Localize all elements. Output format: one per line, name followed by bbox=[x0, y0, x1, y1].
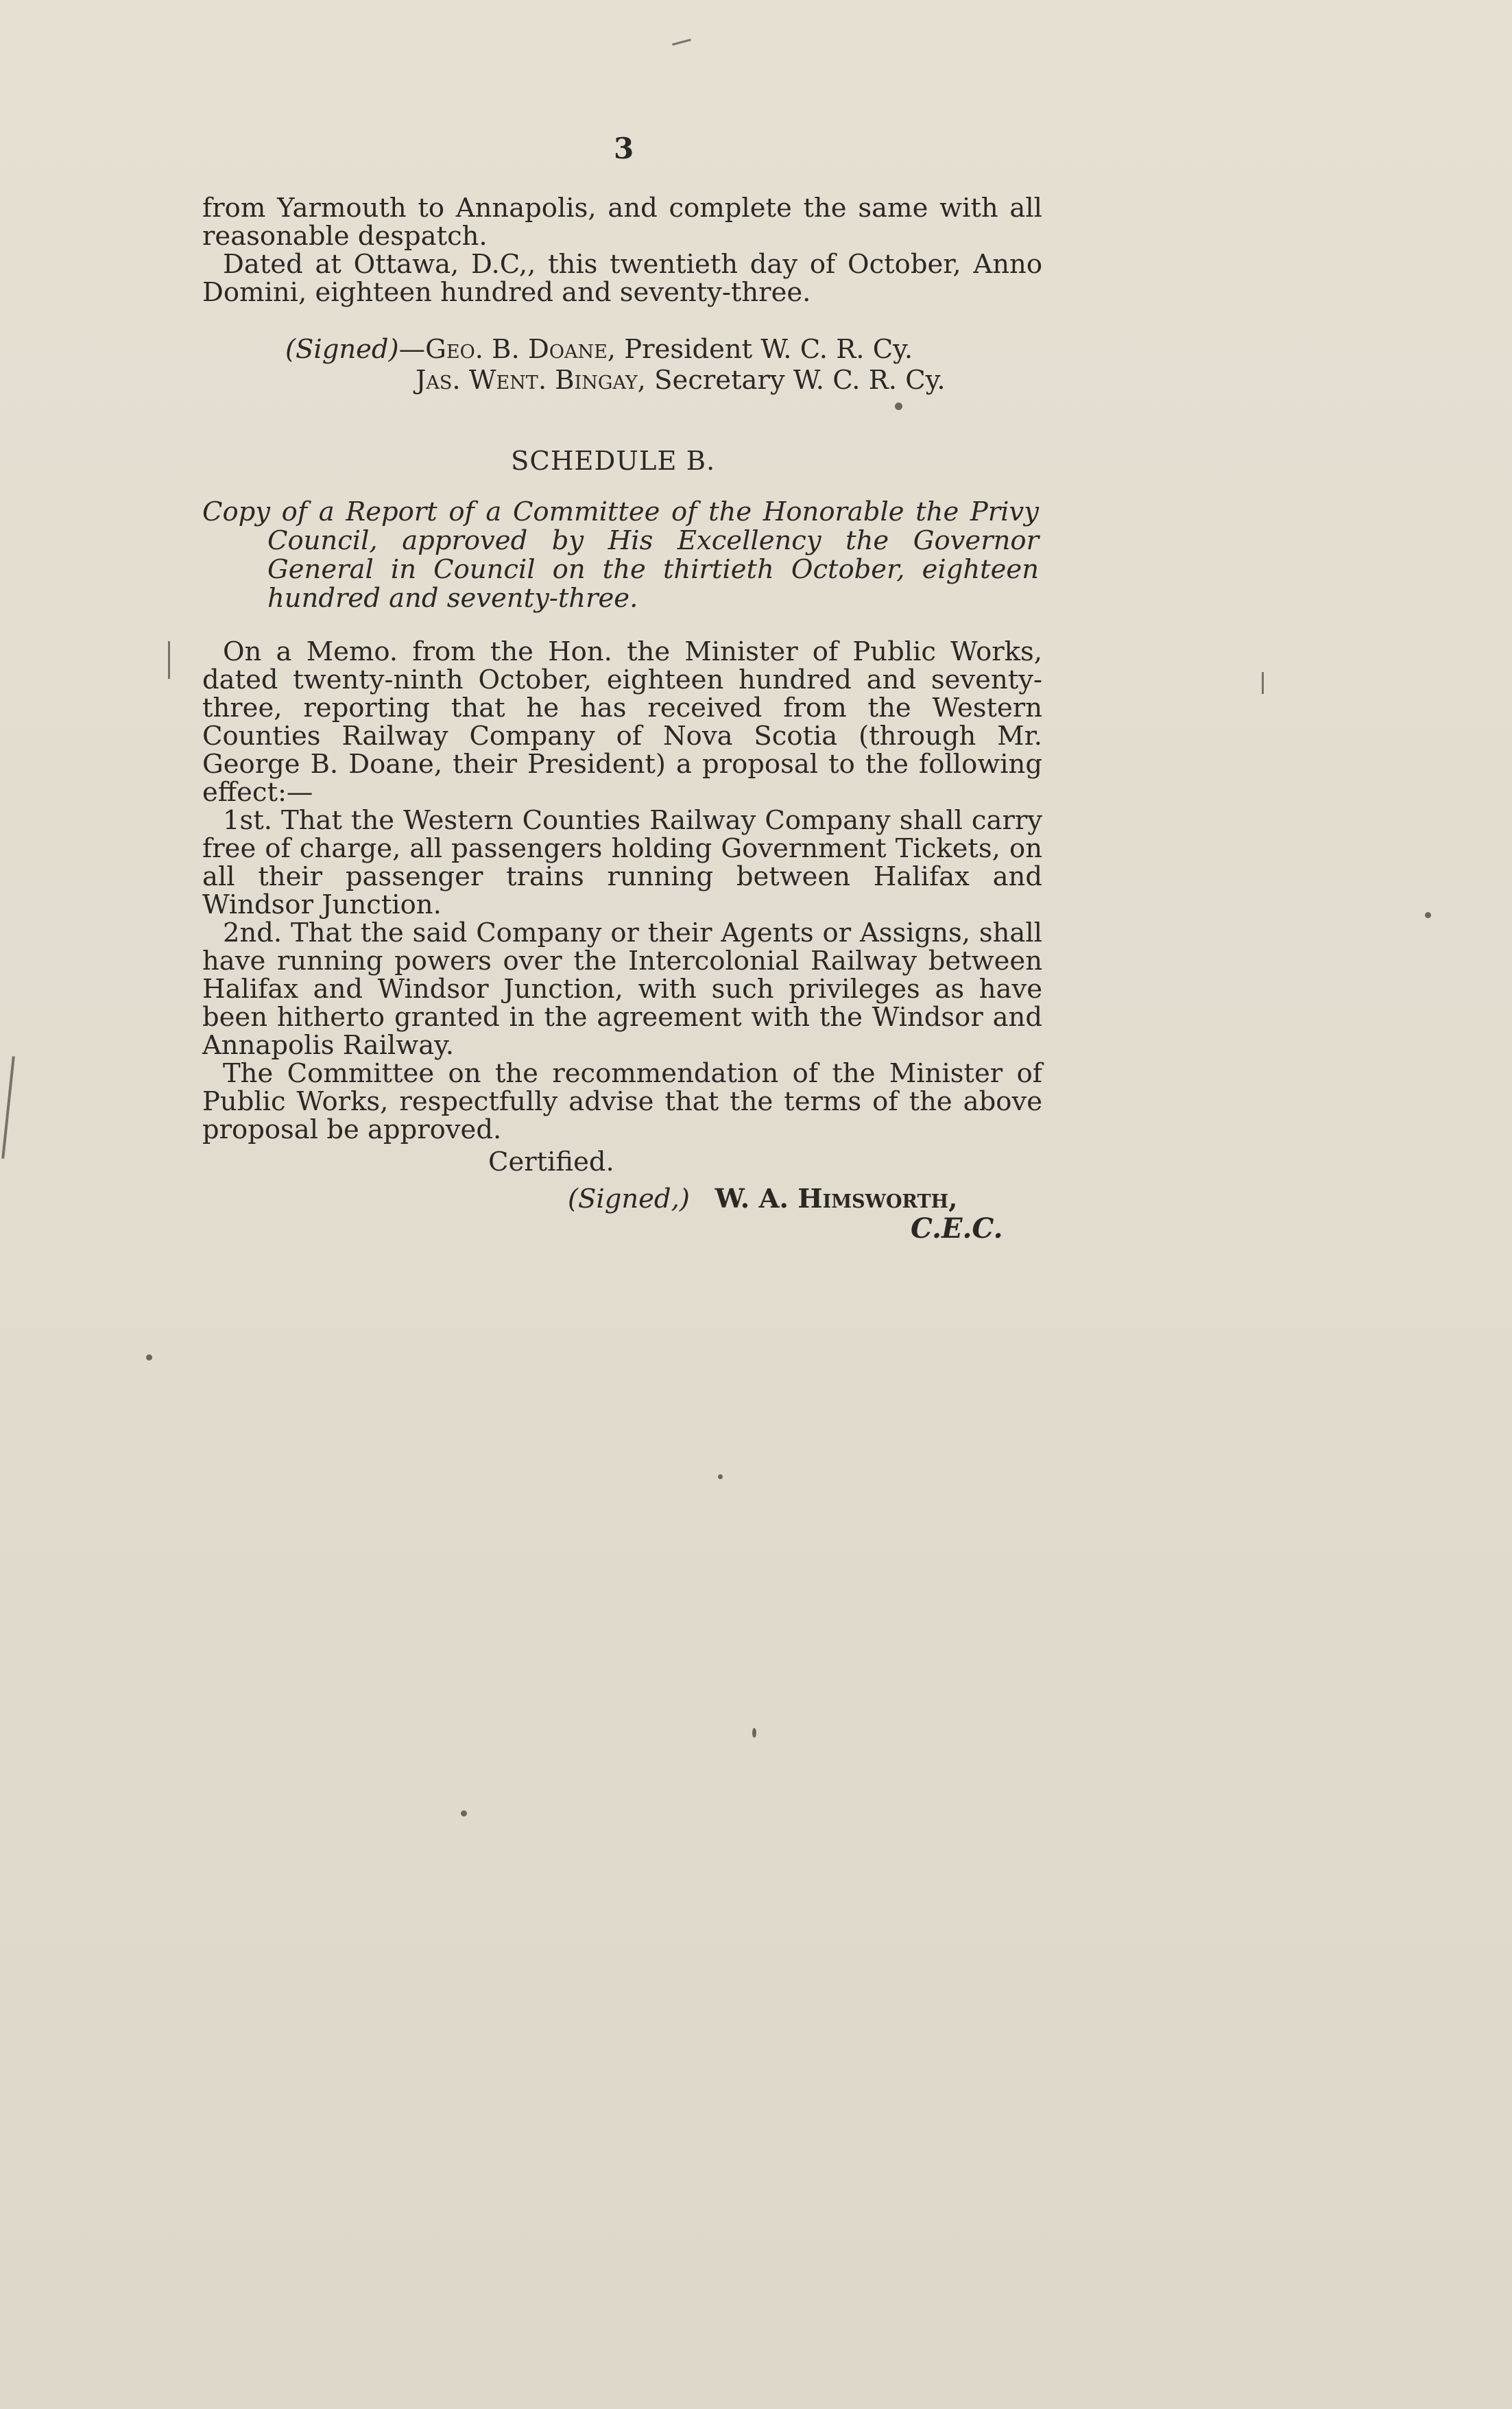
schedule-paragraph-1: On a Memo. from the Hon. the Minister of Public Works, dated twenty-ninth October, eighteen hundred and seventy-three, reporting that he has received from the Western Counties Railway Company of Nova Scotia (through Mr. George B. Doane, their President) a proposal to the following effect:— bbox=[202, 636, 1042, 808]
paper-mark bbox=[672, 38, 691, 45]
edge-mark bbox=[1, 1056, 15, 1159]
schedule-paragraph-4: The Committee on the recommendation of the Minister of Public Works, respectfully advise that the terms of the above proposal be approved. bbox=[202, 1058, 1042, 1145]
certifier-name: W. A. Himsworth, bbox=[715, 1184, 958, 1214]
schedule-heading: SCHEDULE B. bbox=[511, 446, 716, 477]
margin-mark bbox=[1262, 672, 1264, 694]
paper-speck bbox=[146, 1354, 152, 1361]
paper-speck bbox=[895, 403, 902, 410]
paper-speck bbox=[752, 1728, 756, 1738]
schedule-body bbox=[202, 638, 1042, 1144]
signed-label: (Signed) bbox=[285, 334, 399, 365]
certification-signed-label: (Signed,) bbox=[568, 1184, 690, 1214]
certified-label: Certified. bbox=[488, 1147, 614, 1177]
signatory-name-1: —Geo. B. Doane, bbox=[398, 334, 616, 365]
page-number: 3 bbox=[614, 132, 634, 165]
signature-line-2 bbox=[416, 365, 946, 396]
paper-speck bbox=[1425, 912, 1431, 918]
schedule-paragraph-2: 1st. That the Western Counties Railway Company shall carry free of charge, all passengers holding Government Tickets, on all their passenger trains running between Halifax and Windsor Junction. bbox=[202, 805, 1042, 920]
paper-speck bbox=[718, 1474, 723, 1479]
signatory-title-1: President W. C. R. Cy. bbox=[624, 334, 913, 365]
schedule-caption: Copy of a Report of a Committee of the Honorable the Privy Council, approved by His Excellency the Governor General in Council on the thirtieth October, eighteen hundred and seventy-three. bbox=[202, 496, 1039, 614]
signatory-name-2: Jas. Went. Bingay, bbox=[416, 365, 646, 396]
signature-line-1 bbox=[285, 334, 913, 365]
margin-mark bbox=[168, 641, 170, 679]
certification-signature bbox=[568, 1184, 958, 1214]
top-paragraph-1: from Yarmouth to Annapolis, and complete the same with all reasonable despatch. bbox=[202, 193, 1042, 252]
top-section bbox=[202, 194, 1042, 307]
schedule-paragraph-3: 2nd. That the said Company or their Agents or Assigns, shall have running powers over the Intercolonial Railway between Halifax and Windsor Junction, with such privileges as have been hitherto granted in the agreement with the Windsor and Annapolis Railway. bbox=[202, 918, 1042, 1061]
signatory-title-2: Secretary W. C. R. Cy. bbox=[654, 365, 946, 396]
schedule-caption-block bbox=[202, 498, 1039, 613]
certifier-title: C.E.C. bbox=[911, 1212, 1003, 1245]
top-paragraph-2: Dated at Ottawa, D.C,, this twentieth day of October, Anno Domini, eighteen hundred and seventy-three. bbox=[202, 249, 1042, 308]
paper-speck bbox=[461, 1810, 467, 1817]
